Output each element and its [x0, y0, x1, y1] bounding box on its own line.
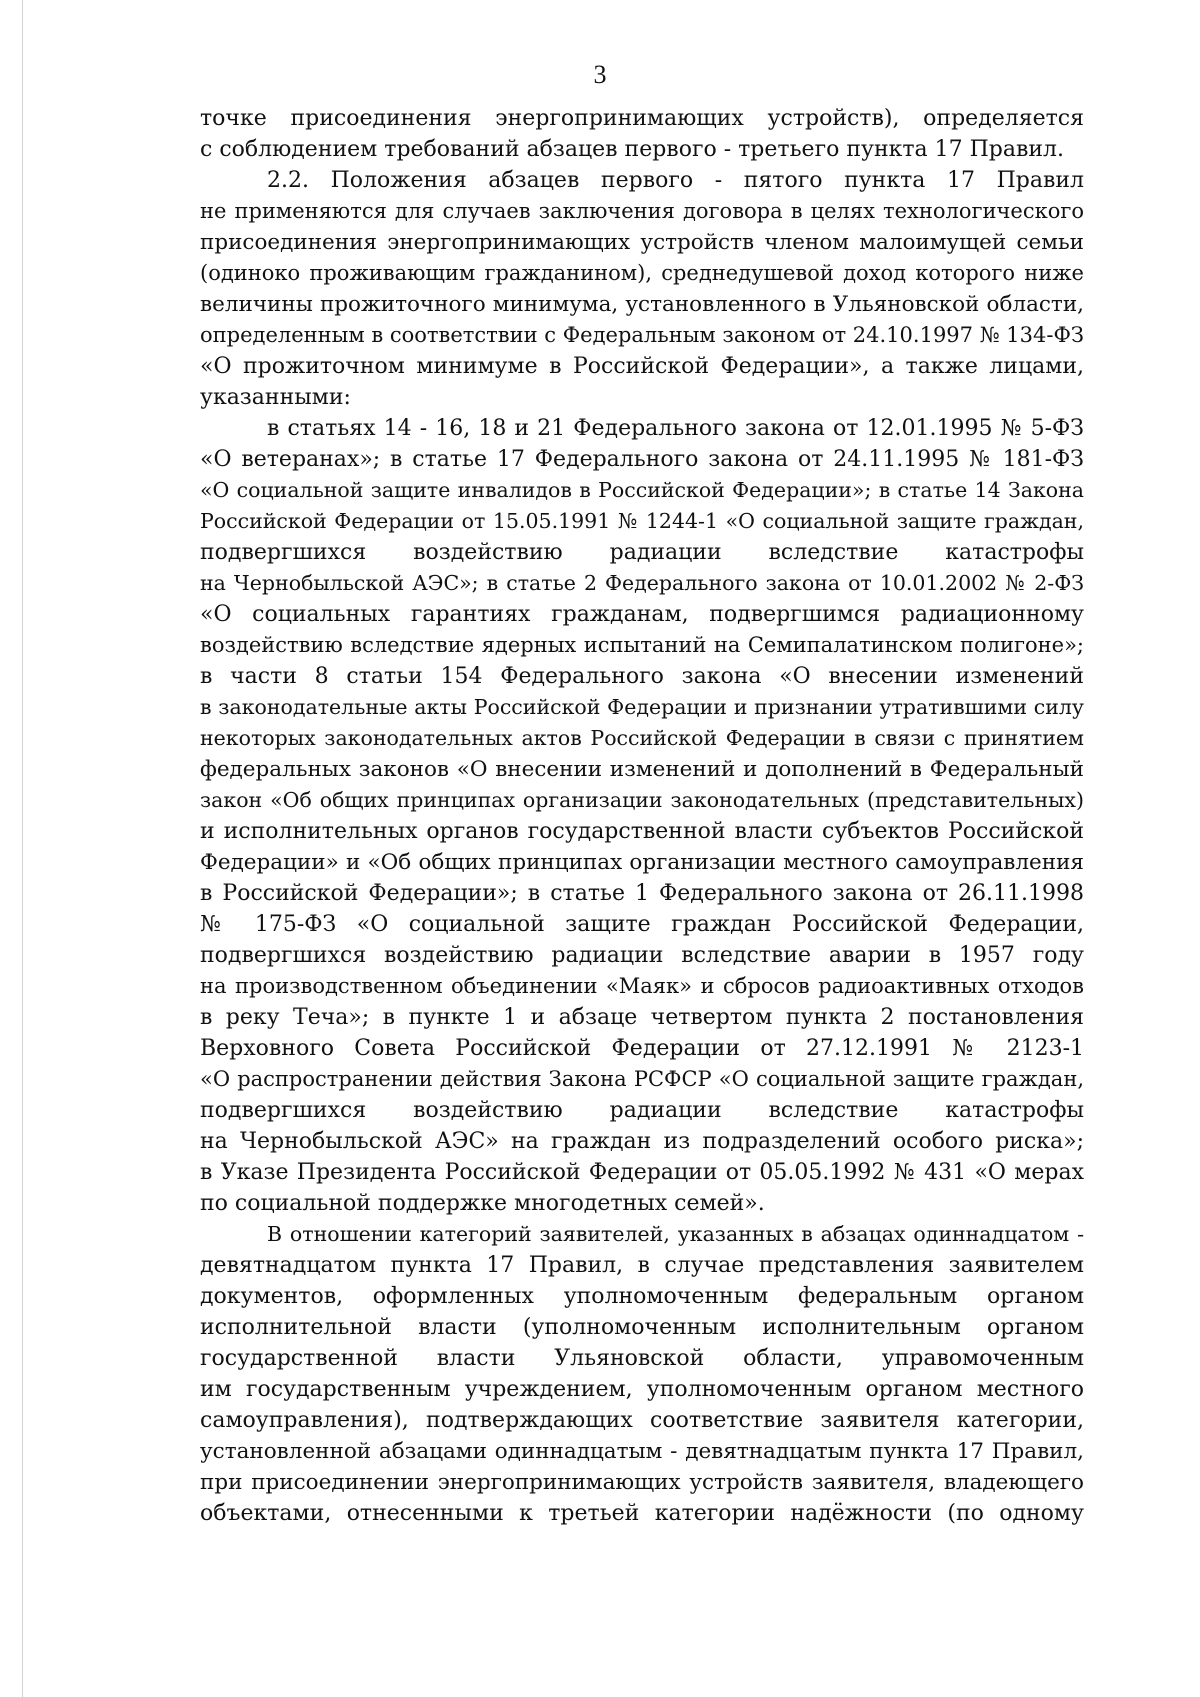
text-line: «О прожиточном минимуме в Российской Федерации», а также лицами,: [200, 354, 1084, 379]
text-line: федеральных законов «О внесении изменений и дополнений в Федеральный: [200, 757, 1084, 782]
text-line: и исполнительных органов государственной власти субъектов Российской: [200, 819, 1084, 844]
text-line: установленной абзацами одиннадцатым - девятнадцатым пункта 17 Правил,: [200, 1439, 1084, 1464]
text-line: при присоединении энергопринимающих устройств заявителя, владеющего: [200, 1470, 1084, 1495]
text-line: исполнительной власти (уполномоченным исполнительным органом: [200, 1315, 1084, 1340]
text-line: Верховного Совета Российской Федерации от 27.12.1991 № 2123-1: [200, 1036, 1084, 1061]
text-line: на Чернобыльской АЭС»; в статье 2 Федерального закона от 10.01.2002 № 2-ФЗ: [200, 571, 1084, 595]
text-line: документов, оформленных уполномоченным федеральным органом: [200, 1284, 1084, 1309]
document-body: [200, 103, 1084, 1529]
text-line: «О ветеранах»; в статье 17 Федерального закона от 24.11.1995 № 181-ФЗ: [200, 447, 1084, 472]
text-line: им государственным учреждением, уполномоченным органом местного: [200, 1377, 1084, 1402]
text-line: «О социальной защите инвалидов в Российской Федерации»; в статье 14 Закона: [200, 478, 1084, 502]
page-number: 3: [593, 60, 607, 89]
text-line: в части 8 статьи 154 Федерального закона «О внесении изменений: [200, 664, 1084, 689]
text-line: воздействию вследствие ядерных испытаний на Семипалатинском полигоне»;: [200, 633, 1084, 657]
text-line: на производственном объединении «Маяк» и сбросов радиоактивных отходов: [200, 974, 1084, 998]
text-line: подвергшихся воздействию радиации вследствие катастрофы: [200, 540, 1084, 565]
text-line: объектами, отнесенными к третьей категории надёжности (по одному: [200, 1501, 1084, 1526]
text-line: самоуправления), подтверждающих соответствие заявителя категории,: [200, 1408, 1084, 1433]
text-line: В отношении категорий заявителей, указанных в абзацах одиннадцатом -: [267, 1222, 1084, 1246]
text-line: в Указе Президента Российской Федерации от 05.05.1992 № 431 «О мерах: [200, 1160, 1084, 1185]
text-line: Федерации» и «Об общих принципах организации местного самоуправления: [200, 850, 1084, 875]
text-line: в реку Теча»; в пункте 1 и абзаце четвертом пункта 2 постановления: [200, 1005, 1084, 1030]
text-line: «О социальных гарантиях гражданам, подвергшимся радиационному: [200, 602, 1084, 627]
text-line: в статьях 14 - 16, 18 и 21 Федерального закона от 12.01.1995 № 5-ФЗ: [267, 416, 1084, 441]
text-line: девятнадцатом пункта 17 Правил, в случае представления заявителем: [200, 1253, 1084, 1278]
text-line: по социальной поддержке многодетных семей».: [200, 1191, 765, 1216]
text-line: точке присоединения энергопринимающих устройств), определяется: [200, 106, 1084, 131]
text-line: «О распространении действия Закона РСФСР «О социальной защите граждан,: [200, 1067, 1084, 1091]
paragraph-applicant-categories: [200, 1219, 1084, 1529]
text-line: подвергшихся воздействию радиации вследствие катастрофы: [200, 1098, 1084, 1123]
text-line: подвергшихся воздействию радиации вследствие аварии в 1957 году: [200, 943, 1084, 968]
paragraph-law-references: [200, 413, 1084, 1219]
text-line: с соблюдением требований абзацев первого - третьего пункта 17 Правил.: [200, 137, 1065, 162]
scan-edge: [22, 0, 23, 1697]
text-line: № 175-ФЗ «О социальной защите граждан Российской Федерации,: [200, 912, 1084, 937]
text-line: не применяются для случаев заключения договора в целях технологического: [200, 199, 1084, 223]
text-line: закон «Об общих принципах организации законодательных (представительных): [200, 788, 1084, 812]
text-line: определенным в соответствии с Федеральным законом от 24.10.1997 № 134-ФЗ: [200, 323, 1084, 347]
text-line: некоторых законодательных актов Российской Федерации в связи с принятием: [200, 726, 1084, 750]
paragraph-2-2: [200, 165, 1084, 413]
text-line: в Российской Федерации»; в статье 1 Федерального закона от 26.11.1998: [200, 881, 1084, 906]
paragraph-continuation: [200, 103, 1084, 165]
text-line: 2.2. Положения абзацев первого - пятого пункта 17 Правил: [267, 168, 1084, 193]
text-line: на Чернобыльской АЭС» на граждан из подразделений особого риска»;: [200, 1129, 1084, 1154]
text-line: Российской Федерации от 15.05.1991 № 1244-1 «О социальной защите граждан,: [200, 509, 1084, 533]
text-line: (одиноко проживающим гражданином), среднедушевой доход которого ниже: [200, 261, 1084, 285]
text-line: указанными:: [200, 385, 351, 410]
text-line: присоединения энергопринимающих устройств членом малоимущей семьи: [200, 230, 1084, 255]
text-line: государственной власти Ульяновской области, управомоченным: [200, 1346, 1084, 1371]
text-line: в законодательные акты Российской Федерации и признании утратившими силу: [200, 695, 1084, 719]
text-line: величины прожиточного минимума, установленного в Ульяновской области,: [200, 292, 1084, 317]
